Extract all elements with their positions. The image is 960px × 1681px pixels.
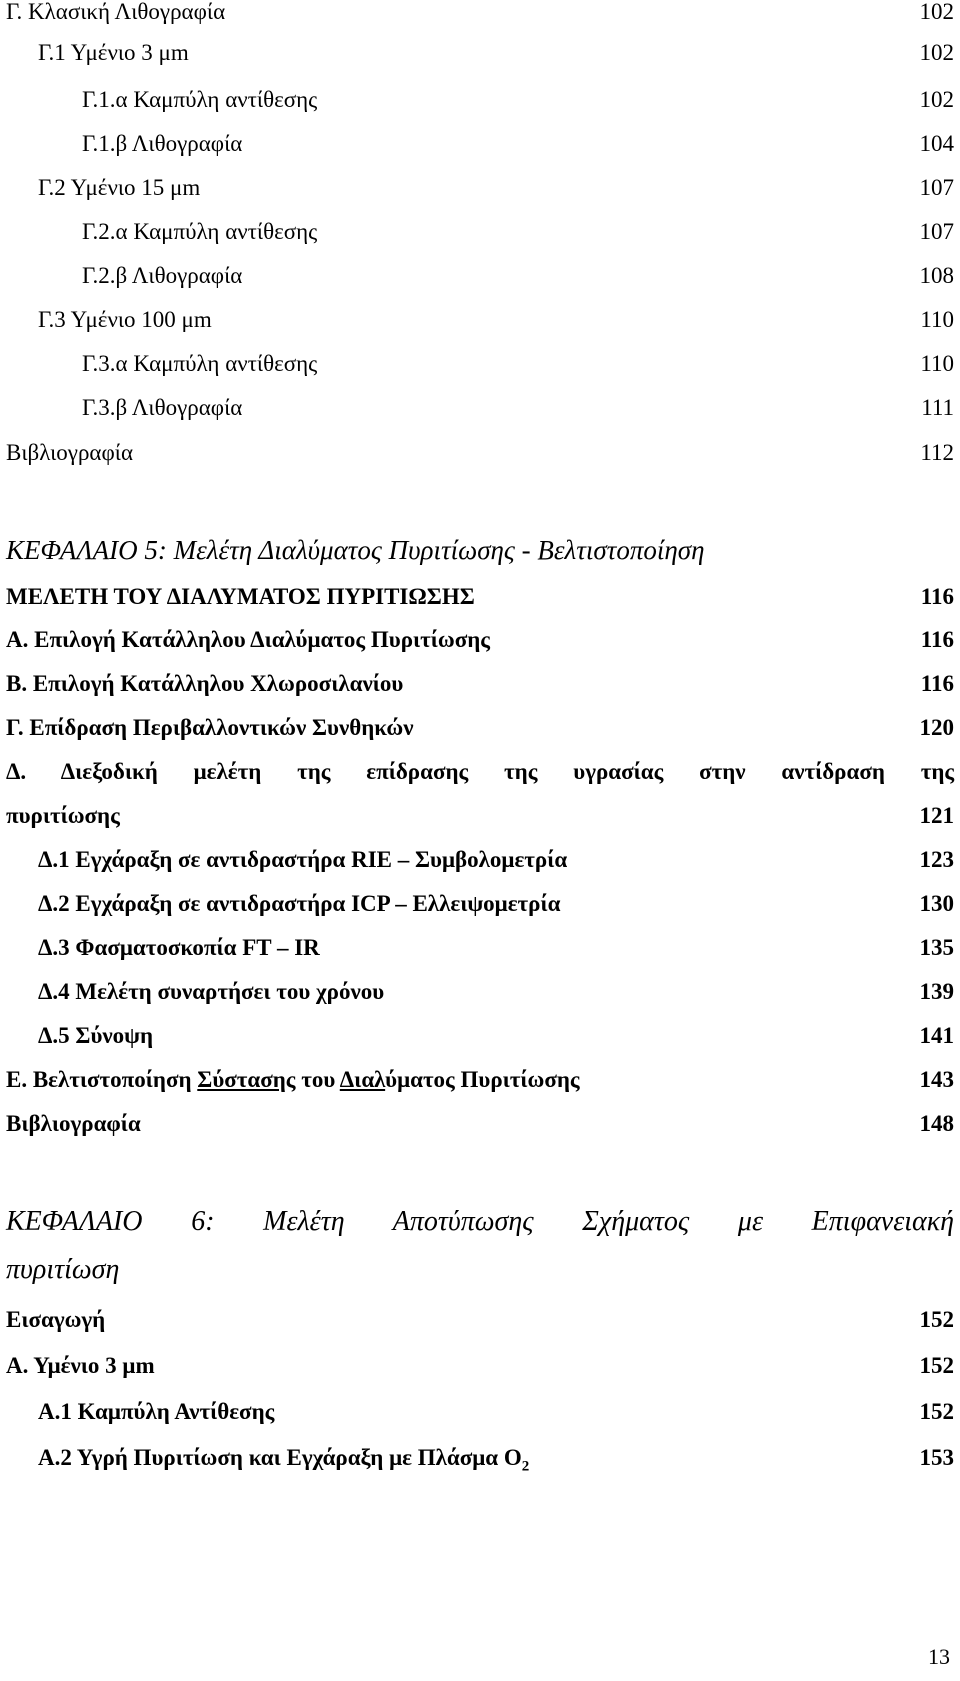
toc-entry (0, 1392, 960, 1432)
toc-entry (0, 664, 960, 704)
word: Επιφανειακή (811, 1206, 955, 1237)
toc-entry-delta-line1 (0, 752, 960, 792)
toc-entry (0, 1104, 960, 1144)
label-part: Α.2 Υγρή Πυριτίωση και Εγχάραξη με Πλάσμα O (38, 1445, 522, 1470)
toc-entry-page: 107 (919, 219, 954, 244)
toc-entry-page: 102 (919, 40, 954, 65)
toc-entry-page: 110 (920, 351, 954, 376)
toc-entry (0, 708, 960, 748)
toc-entry-label: Γ.1 Υμένιο 3 μm (38, 40, 189, 65)
toc-entry (0, 80, 960, 120)
word: 6: (191, 1206, 215, 1237)
toc-entry-label: Δ.2 Εγχάραξη σε αντιδραστήρα ICP – Ελλειψομετρία (38, 891, 561, 916)
label-part: ς του (285, 1067, 340, 1092)
toc-entry-label: Γ.3.α Καμπύλη αντίθεσης (82, 351, 318, 376)
toc-entry-label (38, 1438, 529, 1487)
toc-entry-label: Α. Επιλογή Κατάλληλου Διαλύματος Πυριτίωσης (6, 627, 490, 652)
toc-entry (0, 1346, 960, 1386)
chapter-6-heading (6, 1200, 954, 1244)
word: αντίδραση (781, 759, 885, 784)
toc-entry-label (6, 1060, 580, 1100)
toc-entry-page: 102 (919, 87, 954, 112)
toc-entry-label: Γ.1.β Λιθογραφία (82, 131, 243, 156)
toc-entry-label: ΜΕΛΕΤΗ ΤΟΥ ΔΙΑΛΥΜΑΤΟΣ ΠΥΡΙΤΙΩΣΗΣ (6, 584, 475, 609)
toc-entry (0, 124, 960, 164)
toc-entry (0, 433, 960, 473)
toc-entry (0, 577, 960, 617)
toc-entry-page: 102 (919, 0, 954, 24)
toc-entry-label: Α.1 Καμπύλη Αντίθεσης (38, 1399, 275, 1424)
toc-entry-page: 135 (919, 935, 954, 960)
toc-entry (0, 1438, 960, 1478)
toc-entry-delta-line2 (0, 796, 960, 836)
toc-entry-page: 148 (919, 1111, 954, 1136)
word: Μελέτη (263, 1206, 345, 1237)
toc-entry-label: Γ.2.α Καμπύλη αντίθεσης (82, 219, 318, 244)
page-number: 13 (928, 1644, 950, 1669)
toc-entry-label: Δ.3 Φασματοσκοπία FT – IR (38, 935, 320, 960)
toc-entry-page: 120 (919, 715, 954, 740)
label-subscript: 2 (521, 1458, 530, 1475)
toc-entry (0, 33, 960, 73)
word: της (504, 759, 538, 784)
toc-entry-label: Γ.1.α Καμπύλη αντίθεσης (82, 87, 318, 112)
toc-entry-label: Γ.3 Υμένιο 100 μm (38, 307, 212, 332)
toc-entry-label: Δ.4 Μελέτη συναρτήσει του χρόνου (38, 979, 385, 1004)
toc-entry-page: 116 (920, 671, 954, 696)
toc-entry-page: 143 (919, 1067, 954, 1092)
toc-entry-page: 152 (919, 1307, 954, 1332)
toc-entry-label: Β. Επιλογή Κατάλληλου Χλωροσιλανίου (6, 671, 404, 696)
word: Διεξοδική (60, 759, 158, 784)
toc-entry-label: Γ. Επίδραση Περιβαλλοντικών Συνθηκών (6, 715, 414, 740)
chapter-5-heading: ΚΕΦΑΛΑΙΟ 5: Μελέτη Διαλύματος Πυριτίωσης - Βελτιστοποίηση (6, 535, 705, 565)
toc-entry-label: Δ.1 Εγχάραξη σε αντιδραστήρα RIE – Συμβολομετρία (38, 847, 568, 872)
toc-entry (0, 972, 960, 1012)
toc-entry (0, 840, 960, 880)
toc-entry (0, 620, 960, 660)
toc-entry (0, 344, 960, 384)
toc-entry-label: πυριτίωσης (6, 803, 120, 828)
label-part-underlined: Σύσταση (197, 1067, 286, 1092)
toc-entry (0, 212, 960, 252)
toc-entry-label (6, 752, 954, 792)
toc-entry (0, 300, 960, 340)
toc-entry (0, 884, 960, 924)
toc-entry-label: Γ. Κλασική Λιθογραφία (6, 0, 226, 24)
toc-entry-page: 139 (919, 979, 954, 1004)
toc-entry-page: 123 (919, 847, 954, 872)
word: επίδρασης (366, 759, 469, 784)
toc-entry-page: 108 (919, 263, 954, 288)
label-part: ύματος Πυριτίωσης (385, 1067, 580, 1092)
toc-entry (0, 256, 960, 296)
toc-entry-page: 110 (920, 307, 954, 332)
word: της (920, 759, 955, 784)
toc-entry-page: 104 (919, 131, 954, 156)
word: υγρασίας (573, 759, 664, 784)
label-part: Ε. Βελτιστοποίηση (6, 1067, 198, 1092)
toc-entry (0, 1016, 960, 1056)
toc-entry-page: 107 (919, 175, 954, 200)
word: με (737, 1206, 764, 1237)
word: της (297, 759, 331, 784)
toc-entry-page: 152 (919, 1353, 954, 1378)
toc-entry-page: 121 (919, 803, 954, 828)
toc-entry (0, 388, 960, 428)
toc-entry-label: Α. Υμένιο 3 μm (6, 1353, 155, 1378)
toc-entry-label: Γ.2.β Λιθογραφία (82, 263, 243, 288)
chapter-6-heading-line2: πυριτίωση (6, 1254, 120, 1285)
toc-entry-label: Εισαγωγή (6, 1307, 106, 1332)
word: Αποτύπωσης (392, 1206, 534, 1237)
toc-entry (0, 928, 960, 968)
word: ΚΕΦΑΛΑΙΟ (6, 1206, 143, 1237)
toc-entry (0, 168, 960, 208)
toc-entry-page: 112 (920, 440, 954, 465)
toc-entry (0, 0, 960, 32)
word: μελέτη (193, 759, 262, 784)
toc-entry (0, 1300, 960, 1340)
toc-entry-page: 116 (920, 627, 954, 652)
word: Σχήματος (582, 1206, 690, 1237)
toc-entry-label: Δ.5 Σύνοψη (38, 1023, 154, 1048)
toc-entry-label: Γ.2 Υμένιο 15 μm (38, 175, 201, 200)
toc-entry-page: 141 (919, 1023, 954, 1048)
toc-entry-page: 153 (919, 1445, 954, 1470)
word: στην (699, 759, 746, 784)
toc-entry-label: Βιβλιογραφία (6, 440, 133, 465)
label-part-underlined: Διαλ (339, 1067, 386, 1092)
toc-entry-page: 116 (920, 584, 954, 609)
toc-entry-page: 152 (919, 1399, 954, 1424)
toc-entry-label: Βιβλιογραφία (6, 1111, 141, 1136)
toc-entry-page: 111 (921, 395, 954, 420)
word: Δ. (6, 759, 27, 784)
toc-entry-page: 130 (919, 891, 954, 916)
toc-entry (0, 1060, 960, 1100)
toc-entry-label: Γ.3.β Λιθογραφία (82, 395, 243, 420)
